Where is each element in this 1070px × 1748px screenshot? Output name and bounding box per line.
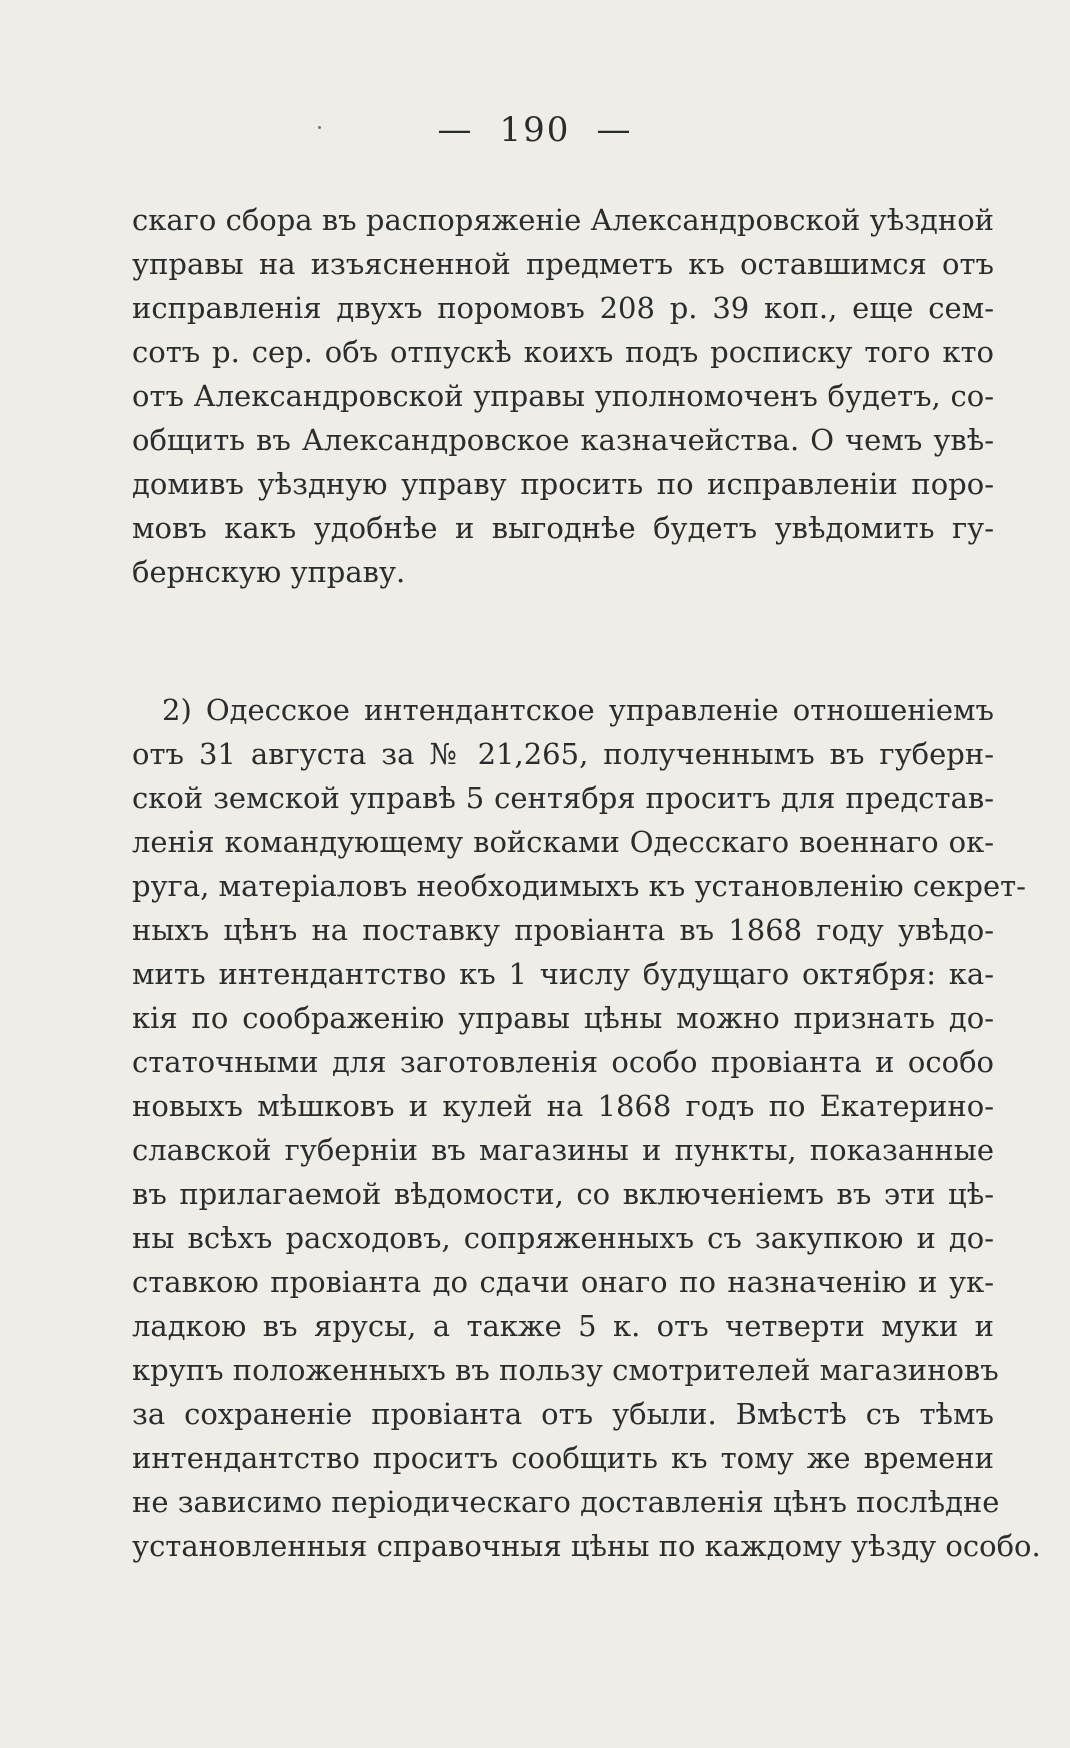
page-number: 190 [499,110,571,150]
text-line: мить интендантство къ 1 числу будущаго октября: ка- [132,957,994,991]
paragraph-item-2 [132,688,1041,1568]
text-line: скаго сбора въ распоряженіе Александровской уѣздной [132,203,994,237]
text-line: новыхъ мѣшковъ и кулей на 1868 годъ по Екатерино- [132,1089,994,1123]
text-line: ны всѣхъ расходовъ, сопряженныхъ съ закупкою и до- [132,1221,994,1255]
text-line: домивъ уѣздную управу просить по исправленіи поро- [132,467,994,501]
paragraph-continuation [132,198,994,594]
text-line: исправленія двухъ поромовъ 208 р. 39 коп., еще сем- [132,291,994,325]
text-line: руга, матеріаловъ необходимыхъ къ установленію секрет- [132,869,1026,903]
text-line: кія по соображенію управы цѣны можно признать до- [132,1001,994,1035]
text-line: ныхъ цѣнъ на поставку провіанта въ 1868 году увѣдо- [132,913,994,947]
text-line: за сохраненіе провіанта отъ убыли. Вмѣстѣ съ тѣмъ [132,1397,994,1431]
text-line: крупъ положенныхъ въ пользу смотрителей магазиновъ [132,1353,999,1387]
text-line: 2) Одесское интендантское управленіе отношеніемъ [162,693,994,727]
text-line: въ прилагаемой вѣдомости, со включеніемъ въ эти цѣ- [132,1177,994,1211]
text-line: установленныя справочныя цѣны по каждому уѣзду особо. [132,1529,1041,1563]
text-line: не зависимо періодическаго доставленія цѣнъ послѣдне [132,1485,1000,1519]
text-line: ставкою провіанта до сдачи онаго по назначенію и ук- [132,1265,994,1299]
text-line: ладкою въ ярусы, а также 5 к. отъ четверти муки и [132,1309,994,1343]
text-line: отъ 31 августа за № 21,265, полученнымъ въ губерн- [132,737,994,771]
bleed-through-shadow [130,560,990,600]
text-line: мовъ какъ удобнѣе и выгоднѣе будетъ увѣдомить гу- [132,511,994,545]
text-line: бернскую управу. [132,555,406,589]
text-line: управы на изъясненной предметъ къ оставшимся отъ [132,247,994,281]
header-dash-right: — [596,110,633,150]
header-dash-left: — [437,110,474,150]
text-line: ской земской управѣ 5 сентября проситъ для представ- [132,781,994,815]
text-line: общить въ Александровское казначейства. О чемъ увѣ- [132,423,994,457]
text-line: славской губерніи въ магазины и пункты, показанные [132,1133,994,1167]
page-header [0,110,1070,150]
text-line: сотъ р. сер. объ отпускѣ коихъ подъ росписку того кто [132,335,994,369]
text-line: статочными для заготовленія особо провіанта и особо [132,1045,994,1079]
text-line: ленія командующему войсками Одесскаго военнаго ок- [132,825,994,859]
text-line: отъ Александровской управы уполномоченъ будетъ, со- [132,379,994,413]
text-line: интендантство проситъ сообщить къ тому же времени [132,1441,994,1475]
